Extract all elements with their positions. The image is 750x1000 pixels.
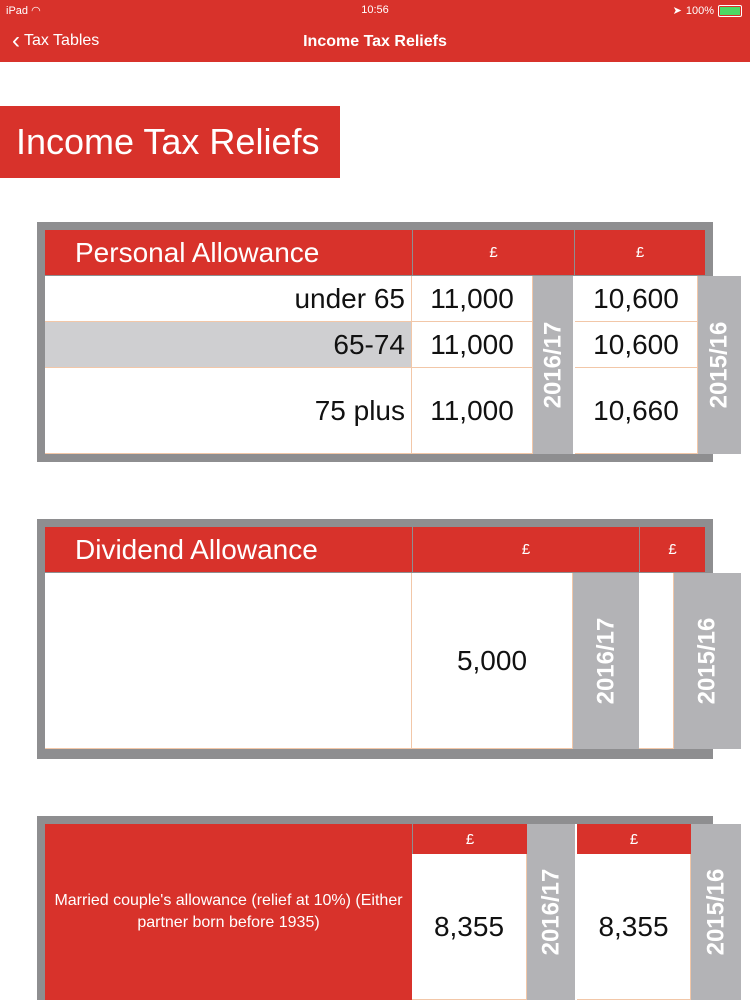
navigation-bar [0, 0, 750, 62]
value-65-74-2015: 10,600 [575, 322, 698, 368]
row-label-75-plus: 75 plus [45, 368, 412, 454]
dividend-empty-label [45, 573, 412, 749]
value-under-65-2016: 11,000 [412, 276, 533, 322]
nav-title: Income Tax Reliefs [303, 33, 447, 50]
nav-row [0, 22, 750, 62]
married-value-2015: 8,355 [577, 854, 691, 1000]
value-under-65-2015: 10,600 [575, 276, 698, 322]
currency-header-2015: £ [575, 230, 705, 275]
dividend-currency-2016: £ [413, 527, 639, 572]
married-currency-2015: £ [577, 824, 691, 854]
married-couple-table [37, 816, 730, 1000]
dividend-year-text-2015-16: 2015/16 [693, 617, 721, 705]
married-year-text-2016-17: 2016/17 [537, 868, 565, 956]
married-couple-label [45, 824, 412, 1000]
dividend-allowance-title: Dividend Allowance [45, 527, 412, 572]
row-label-under-65: under 65 [45, 276, 412, 322]
year-label-2016-17 [533, 276, 573, 454]
status-right [673, 4, 742, 17]
dividend-currency-2015: £ [640, 527, 705, 572]
gap-column [573, 276, 575, 454]
married-year-2015-16 [691, 824, 741, 1000]
dividend-allowance-table [37, 519, 721, 759]
dividend-value-2016: 5,000 [412, 573, 573, 749]
device-name: iPad [6, 5, 29, 17]
status-bar [0, 0, 750, 22]
dividend-year-2015-16 [674, 573, 741, 749]
battery-icon [718, 5, 742, 17]
status-time: 10:56 [361, 4, 389, 16]
page-title: Income Tax Reliefs [0, 106, 340, 178]
married-year-text-2015-16: 2015/16 [702, 868, 730, 956]
row-label-65-74: 65-74 [45, 322, 412, 368]
location-icon: ➤ [672, 5, 682, 17]
chevron-left-icon: ‹ [12, 27, 20, 54]
value-65-74-2016: 11,000 [412, 322, 533, 368]
dividend-year-text-2016-17: 2016/17 [592, 617, 620, 705]
personal-allowance-title: Personal Allowance [45, 230, 412, 275]
married-currency-2016: £ [413, 824, 527, 854]
year-text-2016-17: 2016/17 [539, 321, 567, 409]
battery-percent: 100% [685, 4, 714, 17]
married-year-2016-17 [527, 824, 575, 1000]
back-label: Tax Tables [24, 32, 100, 49]
personal-allowance-table [37, 222, 733, 462]
dividend-year-2016-17 [573, 573, 639, 749]
year-label-2015-16 [698, 276, 741, 454]
value-75-plus-2016: 11,000 [412, 368, 533, 454]
value-75-plus-2015: 10,660 [575, 368, 698, 454]
year-text-2015-16: 2015/16 [705, 321, 733, 409]
married-value-2016: 8,355 [412, 854, 527, 1000]
married-couple-label-text: Married couple's allowance (relief at 10%) (Either partner born before 1935) [54, 892, 403, 931]
dividend-value-2015 [639, 573, 674, 749]
currency-header-2016: £ [413, 230, 574, 275]
wifi-icon: ◠ [31, 5, 41, 17]
